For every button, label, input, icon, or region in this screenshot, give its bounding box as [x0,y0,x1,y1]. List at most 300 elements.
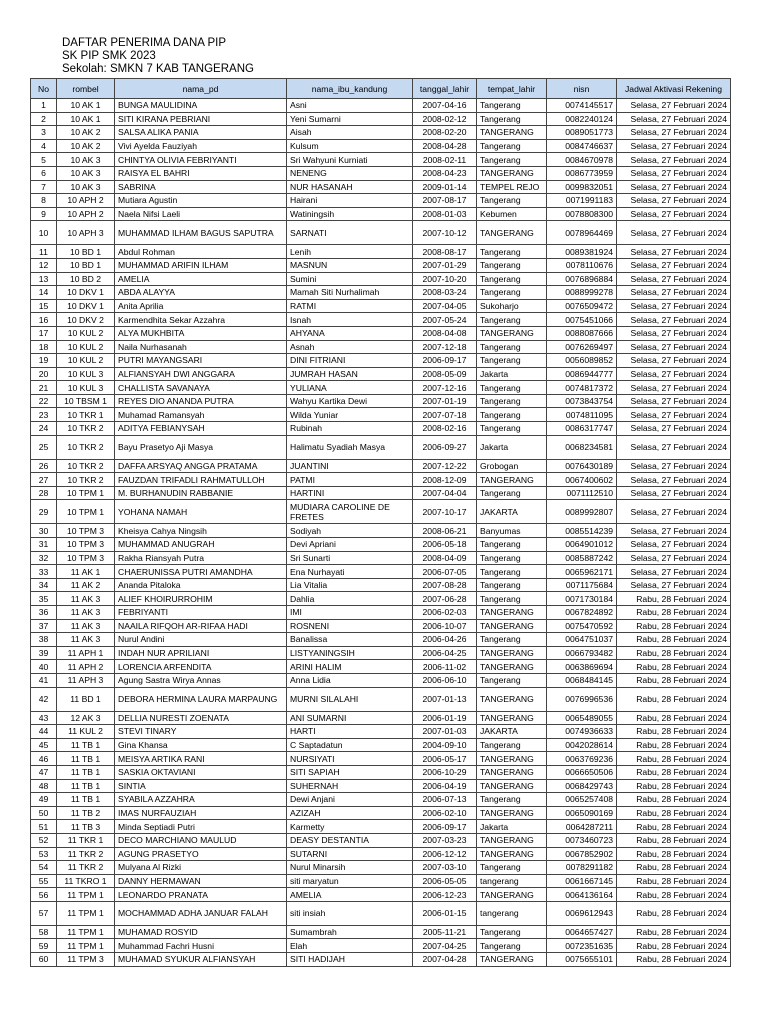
cell-tanggal-lahir: 2008-12-09 [413,473,477,487]
cell-nama-pd: Naila Nurhasanah [115,340,287,354]
cell-nisn: 0089051773 [547,126,617,140]
table-row [31,874,731,888]
cell-tempat-lahir: Tangerang [477,194,547,208]
cell-nama-ibu: Dewi Anjani [287,793,413,807]
cell-rombel: 11 APH 1 [57,646,115,660]
table-row [31,245,731,259]
cell-nisn: 0071175684 [547,578,617,592]
cell-tanggal-lahir: 2008-02-11 [413,153,477,167]
cell-tempat-lahir: Jakarta [477,435,547,459]
table-body [31,99,731,967]
cell-nama-pd: DEBORA HERMINA LAURA MARPAUNG [115,687,287,711]
cell-nisn: 0042028614 [547,738,617,752]
cell-no: 21 [31,381,57,395]
cell-nama-pd: Gina Khansa [115,738,287,752]
cell-no: 27 [31,473,57,487]
cell-jadwal: Selasa, 27 Februari 2024 [617,258,731,272]
cell-nisn: 0064901012 [547,538,617,552]
cell-nisn: 0073460723 [547,833,617,847]
table-row [31,394,731,408]
table-row [31,486,731,500]
cell-no: 7 [31,180,57,194]
cell-tanggal-lahir: 2009-01-14 [413,180,477,194]
cell-jadwal: Selasa, 27 Februari 2024 [617,139,731,153]
cell-nama-ibu: Mamah Siti Nurhalimah [287,286,413,300]
cell-tanggal-lahir: 2006-04-25 [413,646,477,660]
cell-jadwal: Rabu, 28 Februari 2024 [617,874,731,888]
cell-tempat-lahir: tangerang [477,874,547,888]
cell-nisn: 0073843754 [547,394,617,408]
cell-jadwal: Selasa, 27 Februari 2024 [617,245,731,259]
table-row [31,725,731,739]
cell-tanggal-lahir: 2004-09-10 [413,738,477,752]
cell-tempat-lahir: JAKARTA [477,500,547,524]
cell-rombel: 10 AK 2 [57,139,115,153]
cell-nama-ibu: Lia Vitalia [287,578,413,592]
cell-nisn: 0061667145 [547,874,617,888]
cell-tanggal-lahir: 2007-04-16 [413,99,477,113]
cell-nisn: 0099832051 [547,180,617,194]
cell-nama-ibu: NURSIYATI [287,752,413,766]
cell-tempat-lahir: Kebumen [477,207,547,221]
cell-rombel: 11 TPM 1 [57,939,115,953]
cell-jadwal: Rabu, 28 Februari 2024 [617,711,731,725]
cell-jadwal: Selasa, 27 Februari 2024 [617,367,731,381]
cell-nisn: 0067824892 [547,606,617,620]
cell-nama-ibu: Isnah [287,313,413,327]
cell-jadwal: Rabu, 28 Februari 2024 [617,752,731,766]
cell-tempat-lahir: TANGERANG [477,473,547,487]
cell-nama-pd: AMELIA [115,272,287,286]
cell-nama-ibu: PATMI [287,473,413,487]
table-row [31,752,731,766]
cell-nisn: 0067852902 [547,847,617,861]
cell-nisn: 0075470592 [547,619,617,633]
cell-nama-ibu: Hairani [287,194,413,208]
cell-tempat-lahir: Tangerang [477,793,547,807]
cell-jadwal: Rabu, 28 Februari 2024 [617,765,731,779]
cell-tempat-lahir: Tangerang [477,738,547,752]
cell-tempat-lahir: Tangerang [477,313,547,327]
cell-nisn: 0074936633 [547,725,617,739]
cell-tanggal-lahir: 2006-02-03 [413,606,477,620]
table-row [31,286,731,300]
cell-nama-pd: DECO MARCHIANO MAULUD [115,833,287,847]
cell-nisn: 0086944777 [547,367,617,381]
cell-nama-pd: MOCHAMMAD ADHA JANUAR FALAH [115,901,287,925]
cell-nisn: 0076269497 [547,340,617,354]
cell-jadwal: Selasa, 27 Februari 2024 [617,194,731,208]
cell-nama-pd: MEISYA ARTIKA RANI [115,752,287,766]
cell-rombel: 10 TPM 1 [57,500,115,524]
cell-no: 10 [31,221,57,245]
table-row [31,272,731,286]
cell-no: 47 [31,765,57,779]
cell-tempat-lahir: TANGERANG [477,779,547,793]
cell-jadwal: Rabu, 28 Februari 2024 [617,725,731,739]
cell-jadwal: Selasa, 27 Februari 2024 [617,500,731,524]
cell-nama-pd: Mutiara Agustin [115,194,287,208]
cell-tanggal-lahir: 2008-03-24 [413,286,477,300]
cell-nisn: 0085887242 [547,551,617,565]
cell-tempat-lahir: TANGERANG [477,888,547,902]
table-row [31,459,731,473]
cell-tempat-lahir: Tangerang [477,925,547,939]
table-row [31,381,731,395]
table-row [31,925,731,939]
cell-tempat-lahir: TANGERANG [477,833,547,847]
cell-no: 38 [31,633,57,647]
table-row [31,126,731,140]
cell-no: 49 [31,793,57,807]
cell-rombel: 11 TB 1 [57,779,115,793]
cell-nama-pd: Nurul Andini [115,633,287,647]
cell-nisn: 0069612943 [547,901,617,925]
cell-nama-ibu: JUANTINI [287,459,413,473]
cell-rombel: 10 TKR 2 [57,459,115,473]
table-row [31,313,731,327]
cell-nama-pd: Rakha Riansyah Putra [115,551,287,565]
cell-jadwal: Rabu, 28 Februari 2024 [617,633,731,647]
cell-nisn: 0065489055 [547,711,617,725]
cell-nama-ibu: Nurul Minarsih [287,861,413,875]
cell-tanggal-lahir: 2006-10-07 [413,619,477,633]
cell-no: 59 [31,939,57,953]
cell-rombel: 10 AK 3 [57,166,115,180]
cell-nama-pd: CHINTYA OLIVIA FEBRIYANTI [115,153,287,167]
cell-rombel: 11 APH 3 [57,673,115,687]
cell-rombel: 10 APH 3 [57,221,115,245]
cell-rombel: 11 TKRO 1 [57,874,115,888]
cell-jadwal: Selasa, 27 Februari 2024 [617,340,731,354]
cell-tanggal-lahir: 2008-04-08 [413,326,477,340]
cell-rombel: 11 AK 2 [57,578,115,592]
cell-jadwal: Rabu, 28 Februari 2024 [617,806,731,820]
cell-tempat-lahir: Tangerang [477,340,547,354]
cell-tempat-lahir: Tangerang [477,258,547,272]
cell-tempat-lahir: Jakarta [477,820,547,834]
cell-tempat-lahir: Tangerang [477,381,547,395]
cell-rombel: 11 AK 1 [57,565,115,579]
cell-no: 2 [31,112,57,126]
cell-nama-pd: LORENCIA ARFENDITA [115,660,287,674]
cell-tanggal-lahir: 2006-10-29 [413,765,477,779]
cell-jadwal: Rabu, 28 Februari 2024 [617,619,731,633]
cell-nama-ibu: Aisah [287,126,413,140]
cell-jadwal: Rabu, 28 Februari 2024 [617,660,731,674]
cell-tanggal-lahir: 2007-10-20 [413,272,477,286]
cell-jadwal: Selasa, 27 Februari 2024 [617,272,731,286]
cell-tempat-lahir: TANGERANG [477,221,547,245]
cell-jadwal: Rabu, 28 Februari 2024 [617,833,731,847]
table-row [31,538,731,552]
cell-tempat-lahir: Grobogan [477,459,547,473]
cell-no: 26 [31,459,57,473]
cell-tempat-lahir: Tangerang [477,592,547,606]
cell-rombel: 11 TPM 3 [57,953,115,967]
cell-nama-pd: BUNGA MAULIDINA [115,99,287,113]
cell-no: 23 [31,408,57,422]
cell-no: 43 [31,711,57,725]
cell-tempat-lahir: JAKARTA [477,725,547,739]
cell-tanggal-lahir: 2006-12-23 [413,888,477,902]
cell-rombel: 10 APH 2 [57,194,115,208]
cell-no: 56 [31,888,57,902]
cell-tanggal-lahir: 2008-04-09 [413,551,477,565]
cell-tanggal-lahir: 2007-06-28 [413,592,477,606]
cell-no: 46 [31,752,57,766]
cell-nisn: 0076896884 [547,272,617,286]
table-row [31,207,731,221]
cell-rombel: 11 TB 1 [57,765,115,779]
table-row [31,408,731,422]
cell-nama-pd: MUHAMMAD ARIFIN ILHAM [115,258,287,272]
cell-nama-pd: MUHAMAD ROSYID [115,925,287,939]
cell-nama-pd: Karmendhita Sekar Azzahra [115,313,287,327]
cell-nama-ibu: Watiningsih [287,207,413,221]
cell-jadwal: Selasa, 27 Februari 2024 [617,565,731,579]
cell-jadwal: Selasa, 27 Februari 2024 [617,551,731,565]
cell-nama-ibu: ROSNENI [287,619,413,633]
cell-tempat-lahir: TANGERANG [477,806,547,820]
cell-jadwal: Rabu, 28 Februari 2024 [617,925,731,939]
cell-rombel: 10 TPM 3 [57,524,115,538]
cell-nisn: 0065962171 [547,565,617,579]
cell-no: 1 [31,99,57,113]
cell-nisn: 0071730184 [547,592,617,606]
cell-nama-pd: ADITYA FEBIANYSAH [115,422,287,436]
cell-tanggal-lahir: 2006-12-12 [413,847,477,861]
cell-nisn: 0076430189 [547,459,617,473]
cell-tempat-lahir: TANGERANG [477,711,547,725]
cell-nisn: 0076996536 [547,687,617,711]
cell-jadwal: Rabu, 28 Februari 2024 [617,861,731,875]
cell-nisn: 0068429743 [547,779,617,793]
cell-tanggal-lahir: 2006-05-05 [413,874,477,888]
cell-rombel: 10 TPM 3 [57,538,115,552]
cell-tanggal-lahir: 2006-06-10 [413,673,477,687]
cell-nisn: 0064136164 [547,888,617,902]
cell-nama-pd: ALFIANSYAH DWI ANGGARA [115,367,287,381]
cell-no: 28 [31,486,57,500]
cell-tanggal-lahir: 2008-04-23 [413,166,477,180]
cell-nama-pd: FAUZDAN TRIFADLI RAHMATULLOH [115,473,287,487]
cell-nisn: 0065257408 [547,793,617,807]
cell-tempat-lahir: TANGERANG [477,953,547,967]
cell-nama-pd: Minda Septiadi Putri [115,820,287,834]
cell-rombel: 11 TKR 2 [57,861,115,875]
header-tanggal-lahir: tanggal_lahir [413,79,477,99]
cell-nisn: 0071991183 [547,194,617,208]
cell-tanggal-lahir: 2007-12-16 [413,381,477,395]
cell-rombel: 10 AK 1 [57,99,115,113]
table-row [31,112,731,126]
cell-nama-pd: SASKIA OKTAVIANI [115,765,287,779]
cell-tempat-lahir: Tangerang [477,408,547,422]
cell-no: 16 [31,313,57,327]
table-row [31,619,731,633]
cell-nama-ibu: MURNI SILALAHI [287,687,413,711]
cell-tempat-lahir: Sukoharjo [477,299,547,313]
cell-no: 37 [31,619,57,633]
cell-tanggal-lahir: 2007-10-12 [413,221,477,245]
cell-jadwal: Selasa, 27 Februari 2024 [617,354,731,368]
cell-nama-ibu: LISTYANINGSIH [287,646,413,660]
cell-no: 40 [31,660,57,674]
cell-nama-pd: INDAH NUR APRILIANI [115,646,287,660]
cell-tempat-lahir: Tangerang [477,112,547,126]
cell-no: 13 [31,272,57,286]
recipient-table [30,78,731,967]
cell-nama-pd: MUHAMMAD ANUGRAH [115,538,287,552]
cell-tanggal-lahir: 2008-08-17 [413,245,477,259]
cell-nisn: 0074811095 [547,408,617,422]
table-row [31,221,731,245]
cell-nama-ibu: Yeni Sumarni [287,112,413,126]
cell-nisn: 0056089852 [547,354,617,368]
cell-tanggal-lahir: 2006-05-18 [413,538,477,552]
cell-nama-ibu: Asni [287,99,413,113]
cell-tempat-lahir: Tangerang [477,538,547,552]
cell-jadwal: Rabu, 28 Februari 2024 [617,738,731,752]
header-nama-ibu: nama_ibu_kandung [287,79,413,99]
cell-no: 9 [31,207,57,221]
table-row [31,673,731,687]
cell-rombel: 10 TKR 2 [57,422,115,436]
cell-no: 60 [31,953,57,967]
cell-nama-ibu: DEASY DESTANTIA [287,833,413,847]
cell-no: 17 [31,326,57,340]
cell-tempat-lahir: TANGERANG [477,687,547,711]
cell-jadwal: Selasa, 27 Februari 2024 [617,99,731,113]
cell-rombel: 11 AK 3 [57,633,115,647]
header-rombel: rombel [57,79,115,99]
cell-jadwal: Selasa, 27 Februari 2024 [617,578,731,592]
cell-tanggal-lahir: 2008-02-12 [413,112,477,126]
cell-tanggal-lahir: 2006-09-17 [413,820,477,834]
cell-tempat-lahir: TEMPEL REJO [477,180,547,194]
cell-nisn: 0065090169 [547,806,617,820]
cell-jadwal: Selasa, 27 Februari 2024 [617,153,731,167]
cell-nama-pd: Mulyana Al Rizki [115,861,287,875]
header-nisn: nisn [547,79,617,99]
cell-nama-pd: NAAILA RIFQOH AR-RIFAA HADI [115,619,287,633]
cell-tanggal-lahir: 2007-03-10 [413,861,477,875]
cell-no: 55 [31,874,57,888]
cell-tanggal-lahir: 2007-05-24 [413,313,477,327]
cell-no: 45 [31,738,57,752]
cell-no: 42 [31,687,57,711]
cell-jadwal: Rabu, 28 Februari 2024 [617,646,731,660]
cell-jadwal: Selasa, 27 Februari 2024 [617,486,731,500]
cell-nisn: 0084670978 [547,153,617,167]
cell-nama-ibu: Asnah [287,340,413,354]
cell-no: 8 [31,194,57,208]
cell-nisn: 0066650506 [547,765,617,779]
cell-nama-pd: MUHAMMAD ILHAM BAGUS SAPUTRA [115,221,287,245]
cell-nama-ibu: Ena Nurhayati [287,565,413,579]
cell-rombel: 11 TPM 1 [57,901,115,925]
cell-rombel: 11 TB 1 [57,752,115,766]
table-row [31,738,731,752]
cell-nama-pd: MUHAMAD SYUKUR ALFIANSYAH [115,953,287,967]
cell-nama-ibu: HARTINI [287,486,413,500]
cell-rombel: 11 TB 1 [57,738,115,752]
cell-nisn: 0064287211 [547,820,617,834]
cell-nama-ibu: Kulsum [287,139,413,153]
table-row [31,646,731,660]
cell-nama-ibu: DINI FITRIANI [287,354,413,368]
cell-no: 4 [31,139,57,153]
cell-nama-ibu: C Saptadatun [287,738,413,752]
cell-tempat-lahir: Banyumas [477,524,547,538]
cell-tempat-lahir: TANGERANG [477,847,547,861]
cell-tanggal-lahir: 2006-01-19 [413,711,477,725]
cell-nama-ibu: SUHERNAH [287,779,413,793]
document-subtitle: SK PIP SMK 2023 [62,50,156,62]
cell-nama-ibu: ARINI HALIM [287,660,413,674]
cell-nama-ibu: Karmetty [287,820,413,834]
table-row [31,435,731,459]
cell-nama-pd: AGUNG PRASETYO [115,847,287,861]
table-row [31,847,731,861]
cell-tempat-lahir: Tangerang [477,578,547,592]
cell-nama-ibu: AHYANA [287,326,413,340]
cell-nama-pd: Muhamad Ramansyah [115,408,287,422]
cell-no: 53 [31,847,57,861]
cell-nisn: 0064751037 [547,633,617,647]
cell-jadwal: Rabu, 28 Februari 2024 [617,901,731,925]
cell-nama-ibu: Wilda Yuniar [287,408,413,422]
cell-tempat-lahir: Tangerang [477,394,547,408]
cell-tanggal-lahir: 2005-11-21 [413,925,477,939]
cell-nama-ibu: AZIZAH [287,806,413,820]
cell-tempat-lahir: TANGERANG [477,765,547,779]
cell-nama-ibu: AMELIA [287,888,413,902]
cell-nama-pd: ALYA MUKHBITA [115,326,287,340]
cell-jadwal: Rabu, 28 Februari 2024 [617,847,731,861]
cell-tanggal-lahir: 2006-11-02 [413,660,477,674]
cell-tempat-lahir: Tangerang [477,551,547,565]
cell-jadwal: Selasa, 27 Februari 2024 [617,524,731,538]
cell-nama-ibu: JUMRAH HASAN [287,367,413,381]
cell-tanggal-lahir: 2007-08-17 [413,194,477,208]
cell-no: 24 [31,422,57,436]
cell-nama-pd: Abdul Rohman [115,245,287,259]
cell-tanggal-lahir: 2006-09-17 [413,354,477,368]
cell-no: 48 [31,779,57,793]
table-row [31,166,731,180]
cell-tanggal-lahir: 2007-04-05 [413,299,477,313]
cell-nama-pd: SALSA ALIKA PANIA [115,126,287,140]
cell-rombel: 12 AK 3 [57,711,115,725]
cell-nama-ibu: Sodiyah [287,524,413,538]
cell-tempat-lahir: Jakarta [477,367,547,381]
cell-no: 3 [31,126,57,140]
cell-tanggal-lahir: 2006-04-19 [413,779,477,793]
cell-tempat-lahir: TANGERANG [477,752,547,766]
cell-tempat-lahir: TANGERANG [477,126,547,140]
cell-nama-ibu: MUDIARA CAROLINE DE FRETES [287,500,413,524]
cell-tempat-lahir: TANGERANG [477,619,547,633]
cell-no: 52 [31,833,57,847]
table-row [31,765,731,779]
cell-jadwal: Rabu, 28 Februari 2024 [617,888,731,902]
cell-tempat-lahir: TANGERANG [477,166,547,180]
cell-no: 58 [31,925,57,939]
table-row [31,711,731,725]
cell-jadwal: Selasa, 27 Februari 2024 [617,299,731,313]
